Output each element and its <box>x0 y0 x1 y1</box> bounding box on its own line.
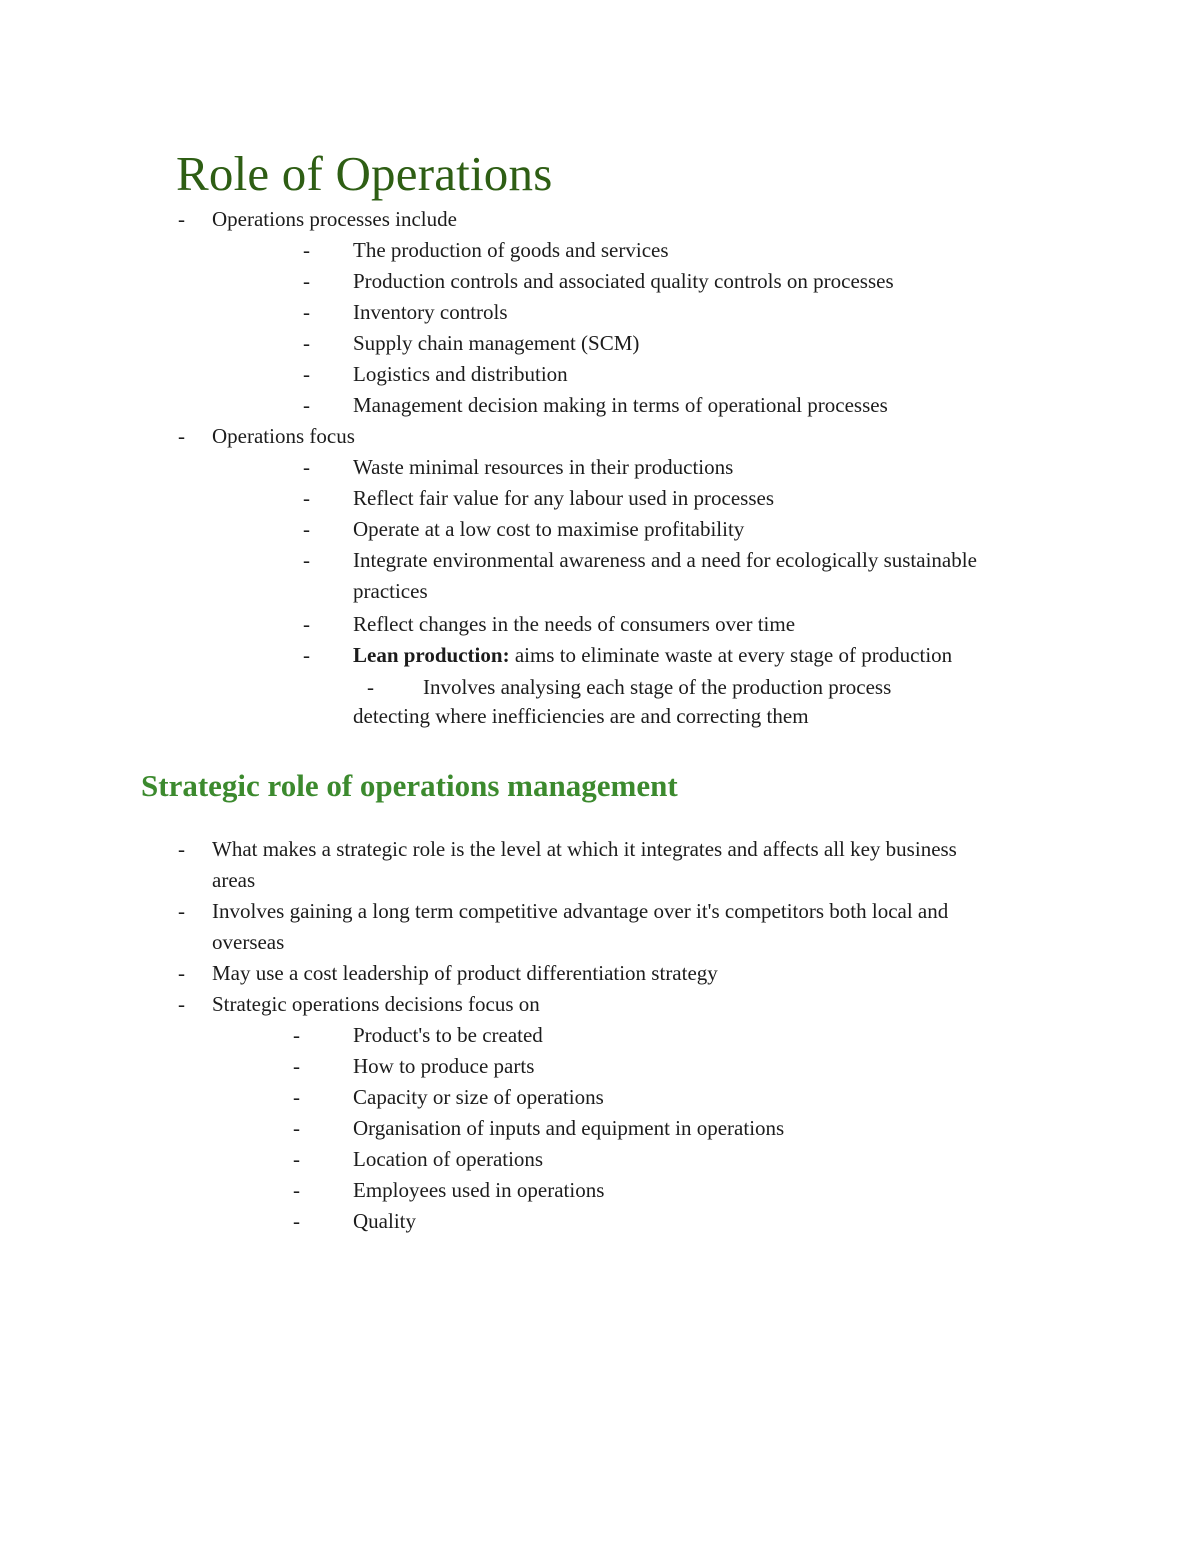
bullet-dash: - <box>303 486 310 510</box>
page-title: Role of Operations <box>176 146 553 201</box>
bullet-dash: - <box>293 1209 300 1233</box>
list-item-continuation: overseas <box>212 930 285 954</box>
bullet-dash: - <box>303 269 310 293</box>
list-item: Product's to be created <box>353 1023 543 1047</box>
bullet-dash: - <box>178 899 185 923</box>
bullet-dash: - <box>178 961 185 985</box>
list-item: How to produce parts <box>353 1054 535 1078</box>
list-item: Logistics and distribution <box>353 362 568 386</box>
list-item: Management decision making in terms of operational processes <box>353 393 888 417</box>
list-item: Involves gaining a long term competitive advantage over it's competitors both local and <box>212 899 949 923</box>
bullet-dash: - <box>178 992 185 1016</box>
section-heading: Strategic role of operations management <box>141 768 678 803</box>
bullet-dash: - <box>293 1116 300 1140</box>
list-item-continuation: areas <box>212 868 256 892</box>
list-item: Production controls and associated quality controls on processes <box>353 269 894 293</box>
list-item: Organisation of inputs and equipment in operations <box>353 1116 785 1140</box>
bullet-dash: - <box>303 362 310 386</box>
bullet-dash: - <box>303 300 310 324</box>
list-item: The production of goods and services <box>353 238 669 262</box>
lean-production-text: aims to eliminate waste at every stage of production <box>514 643 953 667</box>
lean-production-item <box>353 640 952 671</box>
list-item: Capacity or size of operations <box>353 1085 604 1109</box>
bullet-dash: - <box>303 331 310 355</box>
list-item: Reflect changes in the needs of consumers over time <box>353 612 796 636</box>
bullet-dash: - <box>293 1023 300 1047</box>
bullet-dash: - <box>303 612 310 636</box>
list-item: What makes a strategic role is the level at which it integrates and affects all key business <box>212 837 957 861</box>
bullet-dash: - <box>178 424 185 448</box>
list-item-continuation: practices <box>353 579 428 603</box>
list-item: Waste minimal resources in their productions <box>353 455 734 479</box>
bullet-dash: - <box>293 1147 300 1171</box>
bullet-dash: - <box>303 455 310 479</box>
list-item: Operations processes include <box>212 207 457 231</box>
list-item: Employees used in operations <box>353 1178 605 1202</box>
bullet-dash: - <box>293 1054 300 1078</box>
lean-production-label: Lean production: <box>353 643 510 667</box>
list-item: Strategic operations decisions focus on <box>212 992 540 1016</box>
bullet-dash: - <box>303 643 310 667</box>
list-item: May use a cost leadership of product differentiation strategy <box>212 961 718 985</box>
list-item: Quality <box>353 1209 416 1233</box>
bullet-dash: - <box>303 548 310 572</box>
bullet-dash: - <box>303 393 310 417</box>
list-item: Operate at a low cost to maximise profitability <box>353 517 745 541</box>
bullet-dash: - <box>303 517 310 541</box>
bullet-dash: - <box>178 207 185 231</box>
list-item: Operations focus <box>212 424 355 448</box>
bullet-dash: - <box>367 675 374 699</box>
list-item: Inventory controls <box>353 300 508 324</box>
list-item: Reflect fair value for any labour used in processes <box>353 486 775 510</box>
bullet-dash: - <box>293 1178 300 1202</box>
sub-list-item-continuation: detecting where inefficiencies are and correcting them <box>353 704 809 728</box>
list-item: Supply chain management (SCM) <box>353 331 640 355</box>
list-item: Location of operations <box>353 1147 544 1171</box>
bullet-dash: - <box>178 837 185 861</box>
sub-list-item: Involves analysing each stage of the production process <box>423 675 892 699</box>
bullet-dash: - <box>303 238 310 262</box>
bullet-dash: - <box>293 1085 300 1109</box>
list-item: Integrate environmental awareness and a need for ecologically sustainable <box>353 548 977 572</box>
